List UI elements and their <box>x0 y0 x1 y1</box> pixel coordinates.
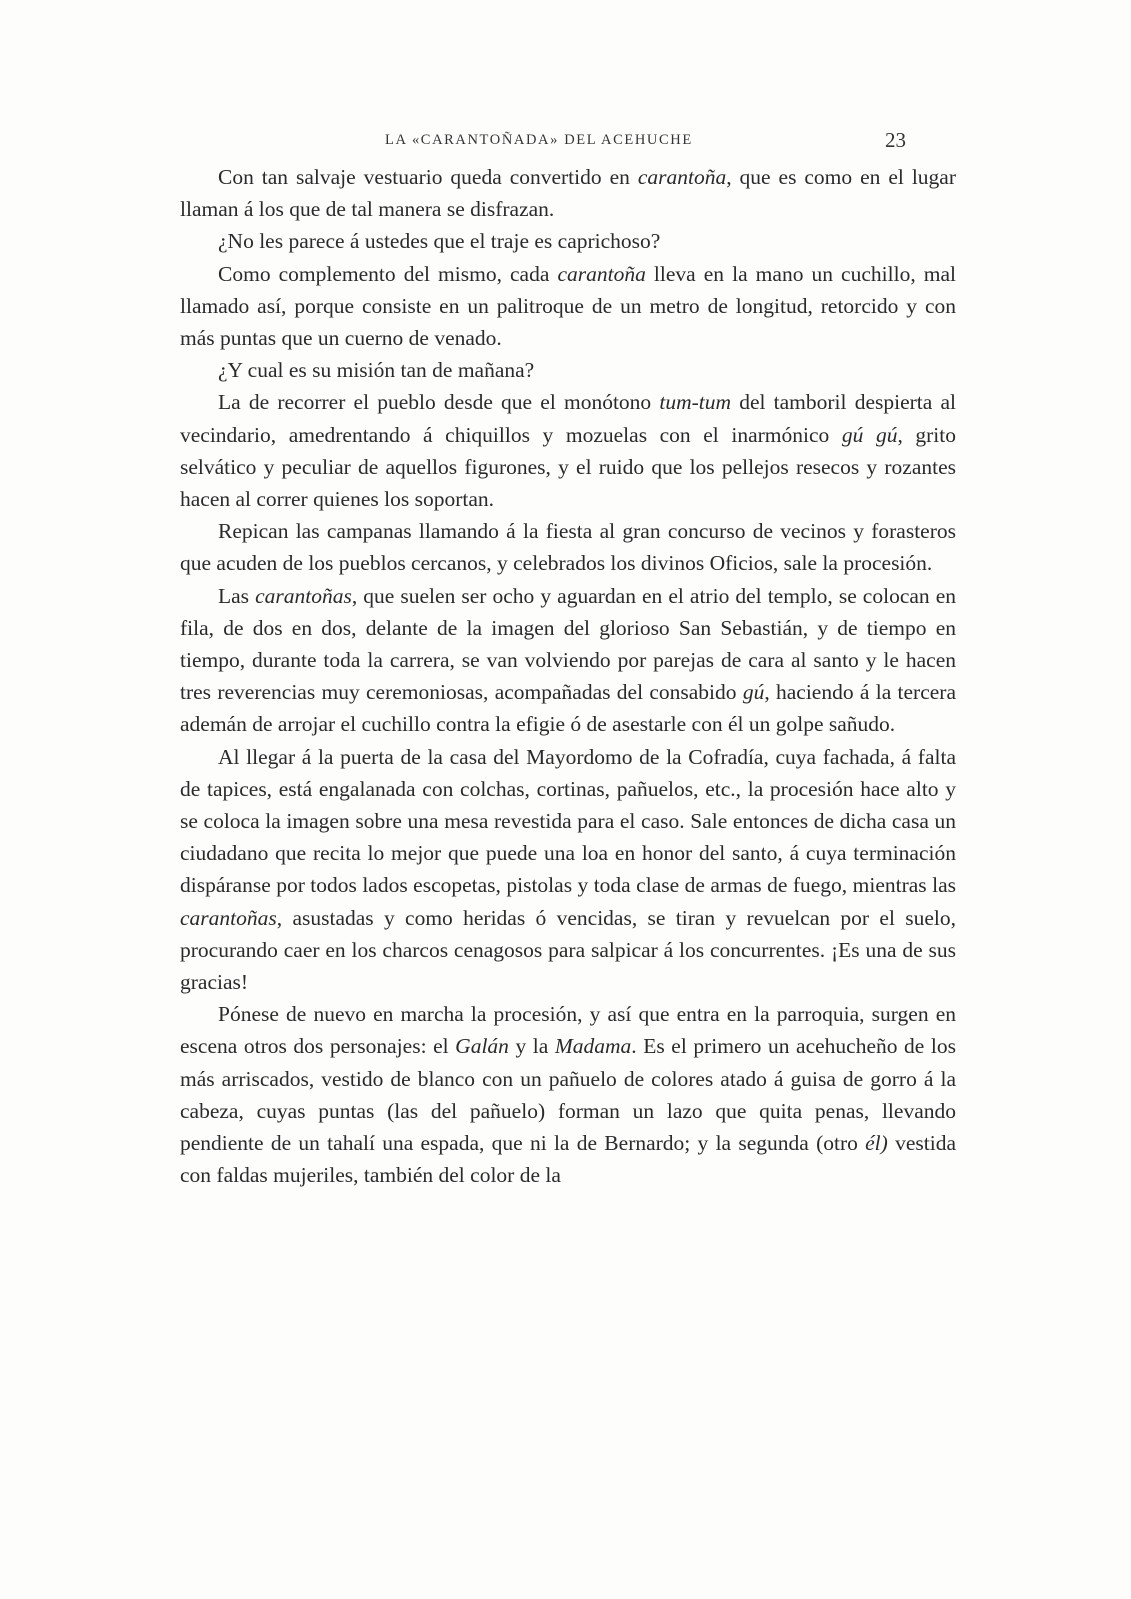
italic-term: carantoñas <box>180 905 277 930</box>
page-number: 23 <box>885 128 906 152</box>
paragraph: ¿Y cual es su misión tan de mañana? <box>218 358 535 383</box>
italic-term: carantoña <box>557 261 646 286</box>
paragraph: ¿No les parece á ustedes que el traje es caprichoso? <box>218 229 661 254</box>
italic-term: Galán <box>455 1034 509 1059</box>
paragraph: Como complemento del mismo, cada carantoña lleva en la mano un cuchillo, mal llamado así, porque consiste en un palitroque de un metro de longitud, retorcido y con más puntas que un cuerno de venado. <box>180 261 956 351</box>
italic-term: gú gú <box>841 422 898 447</box>
paragraph: Pónese de nuevo en marcha la procesión, y así que entra en la parroquia, surgen en escena otros dos personajes: el Galán y la Madama. Es el primero un acehucheño de los más arriscados, vestido de blanco con un pañuelo de colores atado á guisa de gorro á la cabeza, cuyas puntas (las del pañuelo) forman un lazo que quita penas, llevando pendiente de un tahalí una espada, que ni la de Bernardo; y la segunda (otro él) vestida con faldas mujeriles, también del color de la <box>180 1002 956 1188</box>
italic-term: gú <box>742 680 765 705</box>
paragraph: Con tan salvaje vestuario queda convertido en carantoña, que es como en el lugar llaman á los que de tal manera se disfrazan. <box>180 165 956 222</box>
paragraph: Al llegar á la puerta de la casa del Mayordomo de la Cofradía, cuya fachada, á falta de tapices, está engalanada con colchas, cortinas, pañuelos, etc., la procesión hace alto y se coloca la imagen sobre una mesa revestida para el caso. Sale entonces de dicha casa un ciudadano que recita lo mejor que puede una loa en honor del santo, á cuya terminación dispáranse por todos lados escopetas, pistolas y toda clase de armas de fuego, mientras las carantoñas, asustadas y como heridas ó vencidas, se tiran y revuelcan por el suelo, procurando caer en los charcos cenagosos para salpicar á los concurrentes. ¡Es una de sus gracias! <box>180 744 956 995</box>
italic-term: él) <box>865 1131 888 1156</box>
italic-term: carantoñas <box>255 583 352 608</box>
page-header <box>180 128 906 158</box>
paragraph: La de recorrer el pueblo desde que el monótono tum-tum del tamboril despierta al vecindario, amedrentando á chiquillos y mozuelas con el inarmónico gú gú, grito selvático y peculiar de aquellos figurones, y el ruido que los pellejos resecos y rozantes hacen al correr quienes los soportan. <box>180 390 956 512</box>
paragraph: Repican las campanas llamando á la fiesta al gran concurso de vecinos y forasteros que acuden de los pueblos cercanos, y celebrados los divinos Oficios, sale la procesión. <box>180 519 956 576</box>
italic-term: carantoña <box>637 165 727 189</box>
body-text <box>180 161 956 1192</box>
running-head: LA «CARANTOÑADA» DEL ACEHUCHE <box>385 132 693 148</box>
italic-term: Madama <box>554 1034 632 1059</box>
italic-term: tum-tum <box>659 390 732 415</box>
paragraph: Las carantoñas, que suelen ser ocho y aguardan en el atrio del templo, se colocan en fila, de dos en dos, delante de la imagen del glorioso San Sebastián, y de tiempo en tiempo, durante toda la carrera, se van volviendo por parejas de cara al santo y le hacen tres reverencias muy ceremoniosas, acompañadas del consabido gú, haciendo á la tercera ademán de arrojar el cuchillo contra la efigie ó de asestarle con él un golpe sañudo. <box>180 583 957 737</box>
